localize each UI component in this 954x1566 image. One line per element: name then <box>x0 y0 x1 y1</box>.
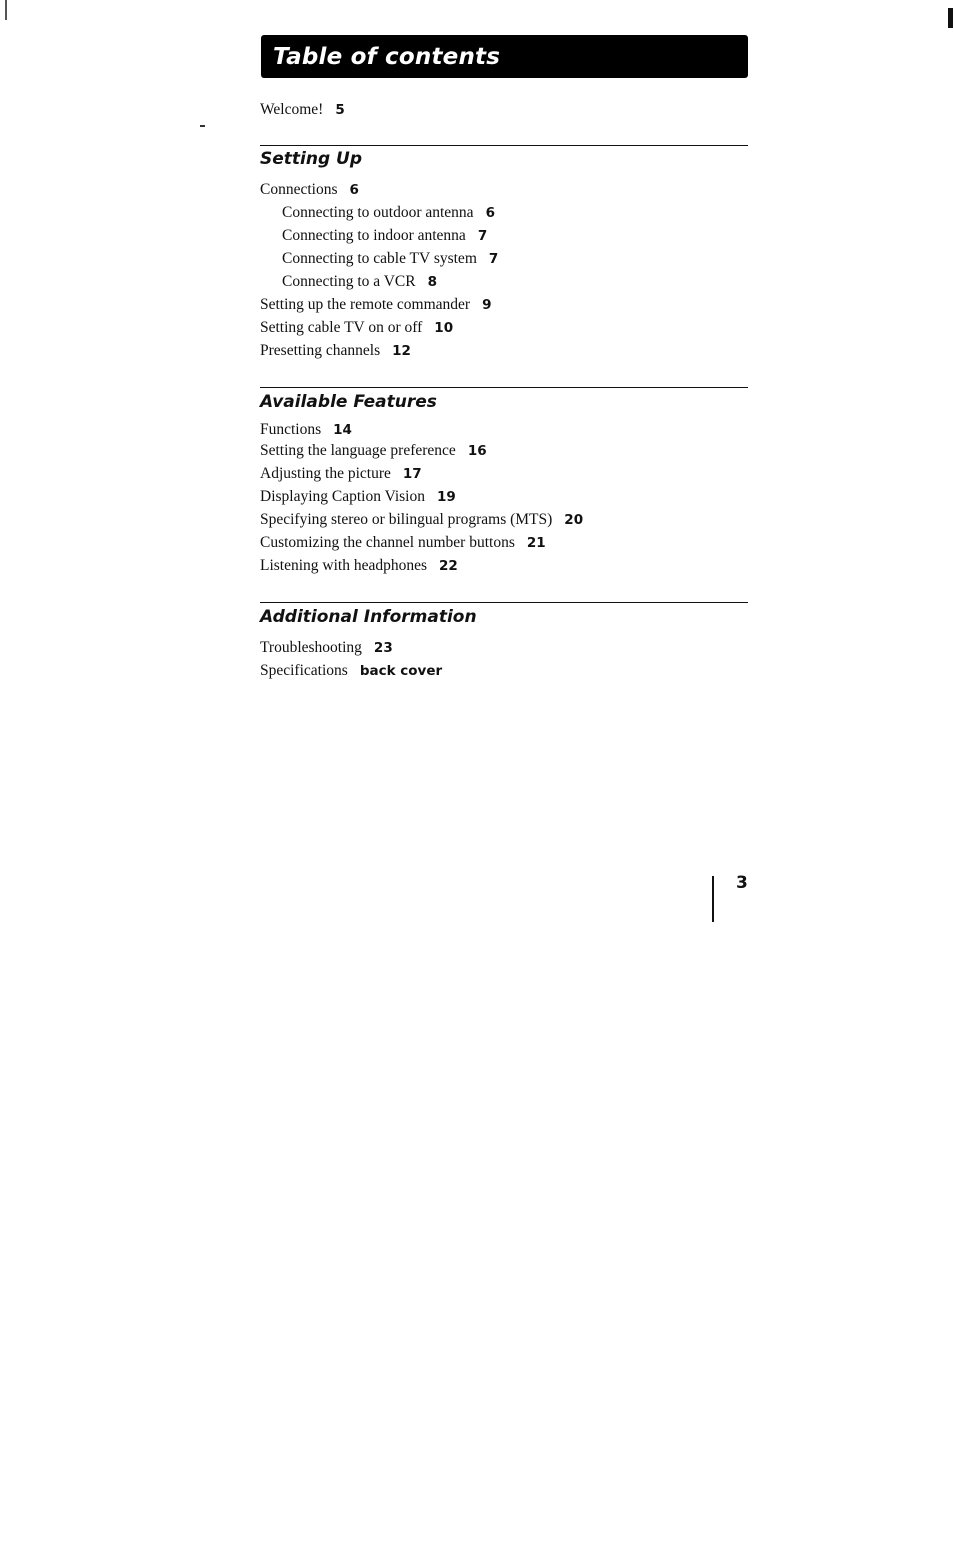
scan-speck <box>200 125 205 127</box>
toc-entry-label: Listening with headphones <box>260 557 428 574</box>
scan-edge-mark-right <box>948 8 953 28</box>
toc-entry-page: 5 <box>335 102 345 118</box>
toc-entry-page: 6 <box>485 205 495 221</box>
toc-entry-label: Setting up the remote commander <box>260 296 471 313</box>
toc-entry-label: Connecting to outdoor antenna <box>282 204 474 221</box>
toc-entry-label: Setting cable TV on or off <box>260 319 423 336</box>
section-divider <box>260 602 748 603</box>
section-divider <box>260 145 748 146</box>
toc-entry-stereo-bilingual[interactable] <box>260 510 583 530</box>
toc-entry-page: 21 <box>526 535 546 551</box>
toc-entry-page: 17 <box>402 466 422 482</box>
toc-entry-page: 20 <box>564 512 584 528</box>
toc-entry-page: 19 <box>436 489 456 505</box>
page-number-bar <box>712 876 714 922</box>
page-title: Table of contents <box>273 44 501 70</box>
toc-entry-headphones[interactable] <box>260 556 458 576</box>
toc-entry-label: Functions <box>260 421 322 438</box>
toc-entry-functions[interactable] <box>260 420 352 440</box>
page-number: 3 <box>736 873 748 893</box>
toc-entry-label: Setting the language preference <box>260 442 456 459</box>
toc-entry-label: Presetting channels <box>260 342 381 359</box>
toc-entry-outdoor-antenna[interactable] <box>282 203 495 223</box>
toc-entry-welcome[interactable] <box>260 100 345 120</box>
toc-entry-page: 16 <box>467 443 487 459</box>
toc-entry-page: back cover <box>359 663 443 679</box>
scan-edge-mark-left <box>5 0 7 20</box>
section-heading-available-features: Available Features <box>260 392 437 412</box>
toc-entry-label: Troubleshooting <box>260 639 362 656</box>
toc-entry-remote-commander[interactable] <box>260 295 491 315</box>
toc-entry-label: Connecting to indoor antenna <box>282 227 466 244</box>
toc-entry-cable-tv-on-off[interactable] <box>260 318 453 338</box>
toc-entry-page: 7 <box>477 228 488 244</box>
toc-entry-label: Connections <box>260 181 338 198</box>
toc-entry-page: 10 <box>434 320 454 336</box>
toc-entry-label: Displaying Caption Vision <box>260 488 425 505</box>
toc-entry-adjusting-picture[interactable] <box>260 464 422 484</box>
toc-entry-label: Welcome! <box>260 101 324 118</box>
title-banner <box>261 35 748 78</box>
toc-entry-label: Specifying stereo or bilingual programs (MTS) <box>260 511 553 528</box>
toc-entry-page: 14 <box>333 422 352 438</box>
toc-entry-connections[interactable] <box>260 180 359 200</box>
section-heading-setting-up: Setting Up <box>260 149 363 169</box>
toc-entry-language-preference[interactable] <box>260 441 487 461</box>
toc-entry-label: Specifications <box>260 662 348 679</box>
toc-entry-label: Connecting to cable TV system <box>282 250 477 267</box>
toc-entry-page: 7 <box>488 251 499 267</box>
toc-entry-page: 23 <box>373 640 393 656</box>
toc-entry-indoor-antenna[interactable] <box>282 226 487 246</box>
toc-entry-vcr[interactable] <box>282 272 437 292</box>
toc-entry-label: Customizing the channel number buttons <box>260 534 515 551</box>
toc-entry-page: 12 <box>392 343 411 359</box>
toc-entry-presetting-channels[interactable] <box>260 341 411 361</box>
toc-entry-specifications[interactable] <box>260 661 442 681</box>
toc-entry-troubleshooting[interactable] <box>260 638 393 658</box>
toc-entry-page: 8 <box>427 274 438 290</box>
toc-entry-channel-number-buttons[interactable] <box>260 533 546 553</box>
section-divider <box>260 387 748 388</box>
toc-entry-page: 6 <box>349 182 359 198</box>
toc-entry-caption-vision[interactable] <box>260 487 456 507</box>
toc-entry-cable-tv-system[interactable] <box>282 249 498 269</box>
toc-entry-page: 9 <box>482 297 492 313</box>
toc-entry-label: Adjusting the picture <box>260 465 391 482</box>
section-heading-additional-information: Additional Information <box>260 607 477 627</box>
toc-entry-label: Connecting to a VCR <box>282 273 416 290</box>
toc-entry-page: 22 <box>439 558 458 574</box>
